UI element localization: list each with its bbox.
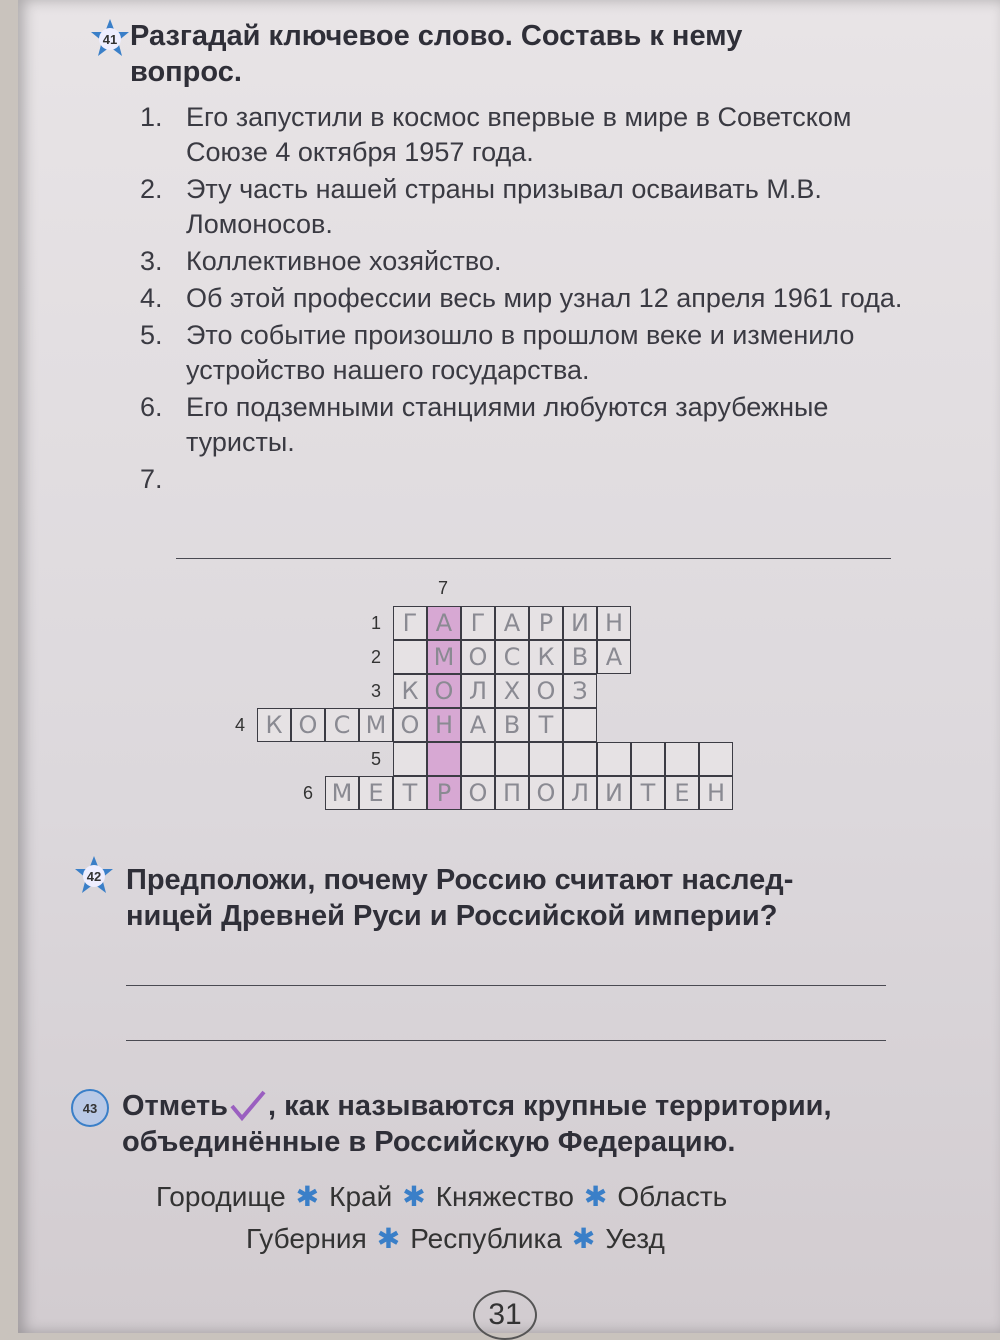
task-41-number: 41 bbox=[102, 32, 118, 47]
task-43-title-line1: Отметь , как называются крупные территории, bbox=[122, 1090, 832, 1122]
crossword-cell[interactable]: К bbox=[529, 640, 563, 674]
crossword-cell[interactable] bbox=[529, 742, 563, 776]
key-column-label: 7 bbox=[438, 578, 449, 598]
crossword-cell[interactable]: И bbox=[563, 606, 597, 640]
crossword-cell[interactable]: В bbox=[563, 640, 597, 674]
crossword-cell[interactable]: А bbox=[597, 640, 631, 674]
crossword-row-number: 5 bbox=[371, 749, 382, 769]
crossword-cell[interactable]: Х bbox=[495, 674, 529, 708]
crossword-row-number: 4 bbox=[235, 715, 246, 735]
crossword-cell[interactable] bbox=[665, 742, 699, 776]
star-icon: ✱ bbox=[571, 1223, 596, 1254]
question-item: 5. Это событие произошло в прошлом веке и изменило устройство нашего государства. bbox=[140, 320, 855, 385]
crossword-cell[interactable]: О bbox=[461, 640, 495, 674]
question-item: 4. Об этой профессии весь мир узнал 12 апреля 1961 года. bbox=[140, 283, 903, 313]
option-guberniya[interactable]: Губерния bbox=[246, 1223, 367, 1254]
crossword-cell[interactable]: Е bbox=[359, 776, 393, 810]
task-42-title-line2: ницей Древней Руси и Российской империи? bbox=[126, 900, 778, 932]
crossword-key-cell[interactable]: Р bbox=[427, 776, 461, 810]
crossword-key-cell[interactable] bbox=[427, 742, 461, 776]
crossword-key-cell[interactable]: А bbox=[427, 606, 461, 640]
crossword-cell[interactable]: З bbox=[563, 674, 597, 708]
crossword-cell[interactable]: Г bbox=[393, 606, 427, 640]
crossword-cell[interactable] bbox=[495, 742, 529, 776]
crossword-cell[interactable]: О bbox=[461, 776, 495, 810]
crossword-cell[interactable]: Т bbox=[393, 776, 427, 810]
crossword-row-number: 1 bbox=[371, 613, 382, 633]
crossword-cell[interactable]: И bbox=[597, 776, 631, 810]
page-number: 31 bbox=[473, 1290, 537, 1340]
crossword-cell[interactable]: М bbox=[359, 708, 393, 742]
crossword-cell[interactable]: К bbox=[393, 674, 427, 708]
crossword-cell[interactable]: Р bbox=[529, 606, 563, 640]
crossword-cell[interactable]: Л bbox=[563, 776, 597, 810]
crossword-cell[interactable]: Г bbox=[461, 606, 495, 640]
crossword-cell[interactable]: Л bbox=[461, 674, 495, 708]
option-krai[interactable]: Край bbox=[329, 1181, 393, 1212]
crossword-cell[interactable]: Е bbox=[665, 776, 699, 810]
option-oblast[interactable]: Область bbox=[617, 1181, 728, 1212]
crossword-row-number: 2 bbox=[371, 647, 382, 667]
crossword-cell[interactable]: С bbox=[325, 708, 359, 742]
crossword-cell[interactable]: П bbox=[495, 776, 529, 810]
star-icon: ✱ bbox=[583, 1181, 608, 1212]
task-41-badge-icon bbox=[90, 18, 130, 58]
crossword-cell[interactable]: А bbox=[495, 606, 529, 640]
crossword-cell[interactable] bbox=[597, 742, 631, 776]
crossword-row-number: 6 bbox=[303, 783, 314, 803]
star-icon: ✱ bbox=[295, 1181, 320, 1212]
crossword-cell[interactable] bbox=[393, 742, 427, 776]
question-item: 1. Его запустили в космос впервые в мире в Советском Союзе 4 октября 1957 года. bbox=[140, 102, 852, 167]
crossword-cell[interactable]: О bbox=[529, 674, 563, 708]
crossword-key-cell[interactable]: О bbox=[427, 674, 461, 708]
crossword-cell[interactable]: С bbox=[495, 640, 529, 674]
crossword-cell[interactable]: О bbox=[291, 708, 325, 742]
option-respublika[interactable]: Республика bbox=[410, 1223, 562, 1254]
star-icon: ✱ bbox=[402, 1181, 426, 1212]
option-knyazhestvo[interactable]: Княжество bbox=[435, 1181, 574, 1212]
crossword-cell[interactable] bbox=[393, 640, 427, 674]
crossword-cell[interactable]: Н bbox=[699, 776, 733, 810]
question-item-7: 7. bbox=[140, 464, 163, 494]
crossword-cell[interactable]: В bbox=[495, 708, 529, 742]
crossword-cell[interactable] bbox=[563, 742, 597, 776]
crossword-key-cell[interactable]: Н bbox=[427, 708, 461, 742]
task-43-badge-icon bbox=[70, 1088, 110, 1128]
crossword-key-cell[interactable]: М bbox=[427, 640, 461, 674]
option-uezd[interactable]: Уезд bbox=[605, 1223, 665, 1254]
task-43-options-row2 bbox=[246, 1222, 665, 1255]
task-41-title-line2: вопрос. bbox=[130, 56, 242, 88]
checkmark-icon bbox=[228, 1088, 268, 1124]
task-42-answer-line-2[interactable] bbox=[126, 1040, 886, 1041]
crossword-cell[interactable] bbox=[631, 742, 665, 776]
task-42-title-line1: Предположи, почему Россию считают наслед- bbox=[126, 864, 794, 896]
task-42-badge-icon bbox=[74, 855, 114, 895]
crossword-row-number: 3 bbox=[371, 681, 382, 701]
crossword-cell[interactable]: О bbox=[529, 776, 563, 810]
task-43-title-line2: объединённые в Российскую Федерацию. bbox=[122, 1126, 736, 1158]
crossword-cell[interactable]: А bbox=[461, 708, 495, 742]
crossword-cell[interactable]: Н bbox=[597, 606, 631, 640]
question-7-answer-line[interactable] bbox=[176, 558, 891, 559]
crossword-cell[interactable]: К bbox=[257, 708, 291, 742]
crossword-cell[interactable] bbox=[461, 742, 495, 776]
task-41-questions bbox=[140, 100, 920, 499]
task-41-title-line1: Разгадай ключевое слово. Составь к нему bbox=[130, 20, 743, 52]
question-item: 6. Его подземными станциями любуются зарубежные туристы. bbox=[140, 392, 829, 457]
task-42-number: 42 bbox=[86, 869, 102, 884]
question-item: 3. Коллективное хозяйство. bbox=[140, 246, 502, 276]
star-icon: ✱ bbox=[376, 1223, 401, 1254]
task-43-number: 43 bbox=[82, 1101, 98, 1116]
crossword-cell[interactable] bbox=[563, 708, 597, 742]
option-gorodishche[interactable]: Городище bbox=[156, 1181, 286, 1212]
crossword-cell[interactable] bbox=[699, 742, 733, 776]
task-42-answer-line-1[interactable] bbox=[126, 985, 886, 986]
crossword-cell[interactable]: О bbox=[393, 708, 427, 742]
crossword-cell[interactable]: Т bbox=[631, 776, 665, 810]
task-43-options-row1 bbox=[156, 1180, 727, 1213]
crossword-cell[interactable]: Т bbox=[529, 708, 563, 742]
crossword-cell[interactable]: М bbox=[325, 776, 359, 810]
workbook-page bbox=[18, 0, 1000, 1333]
question-item: 2. Эту часть нашей страны призывал осваивать М.В. Ломоносов. bbox=[140, 174, 822, 239]
